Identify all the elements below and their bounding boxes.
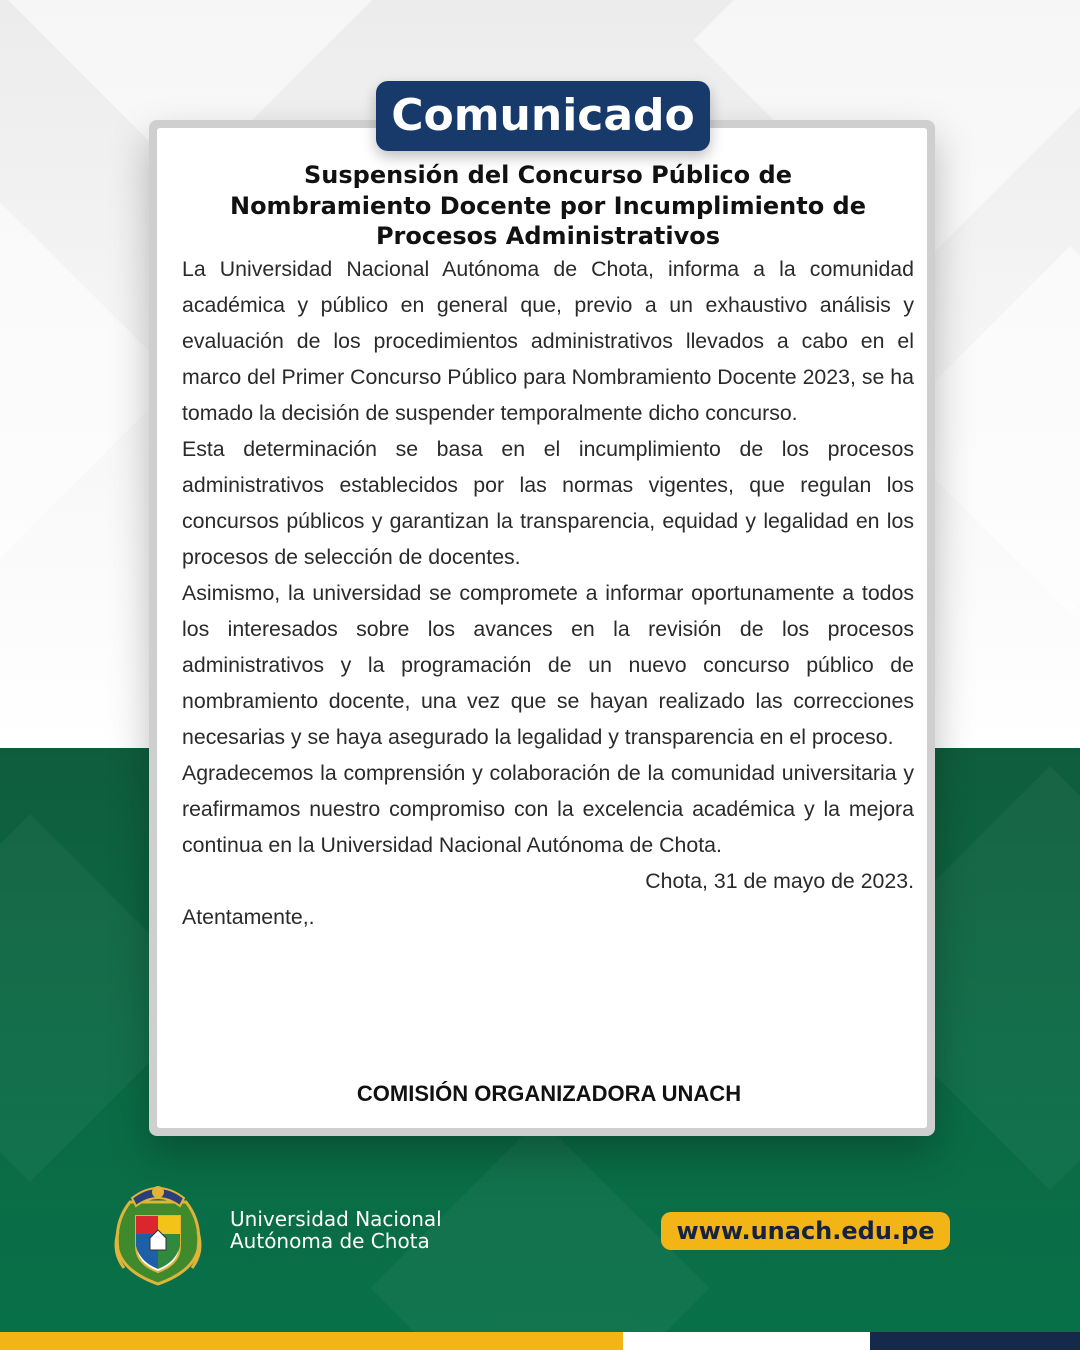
notice-body <box>182 251 914 935</box>
notice-paragraph: Agradecemos la comprensión y colaboración de la comunidad universitaria y reafirmamos nuestro compromiso con la excelencia académica y la mejora continua en la Universidad Nacional Autónoma de Chota. <box>182 761 914 857</box>
notice-title <box>200 160 896 252</box>
university-name <box>230 1208 442 1252</box>
comunicado-badge: Comunicado <box>376 81 710 151</box>
footer-stripe-white <box>623 1332 870 1350</box>
university-crest-icon <box>108 1172 208 1288</box>
notice-date: Chota, 31 de mayo de 2023. <box>645 869 914 893</box>
university-name-line: Autónoma de Chota <box>230 1229 430 1253</box>
notice-paragraph: Esta determinación se basa en el incumplimiento de los procesos administrativos establecidos por las normas vigentes, que regulan los concursos públicos y garantizan la transparencia, equidad y legalidad en los procesos de selección de docentes. <box>182 437 914 569</box>
university-name-line: Universidad Nacional <box>230 1207 442 1231</box>
notice-closing: Atentamente,. <box>182 905 315 929</box>
notice-signature: COMISIÓN ORGANIZADORA UNACH <box>356 1081 742 1106</box>
website-link[interactable]: www.unach.edu.pe <box>661 1212 950 1250</box>
notice-title-line: Nombramiento Docente por Incumplimiento de <box>229 191 866 220</box>
footer-stripe-yellow <box>0 1332 623 1350</box>
notice-title-line: Procesos Administrativos <box>375 222 721 250</box>
notice-paragraph: Asimismo, la universidad se compromete a informar oportunamente a todos los interesados sobre los avances en la revisión de los procesos administrativos y la programación de un nuevo concurso público de nombramiento docente, una vez que se hayan realizado las correcciones necesarias y se haya asegurado la legalidad y transparencia en el proceso. <box>182 581 914 749</box>
notice-paragraph: La Universidad Nacional Autónoma de Chota, informa a la comunidad académica y público en general que, previo a un exhaustivo análisis y evaluación de los procedimientos administrativos llevados a cabo en el marco del Primer Concurso Público para Nombramiento Docente 2023, se ha tomado la decisión de suspender temporalmente dicho concurso. <box>182 257 914 425</box>
notice-title-line: Suspensión del Concurso Público de <box>304 161 792 189</box>
footer-stripe-navy <box>870 1332 1080 1350</box>
